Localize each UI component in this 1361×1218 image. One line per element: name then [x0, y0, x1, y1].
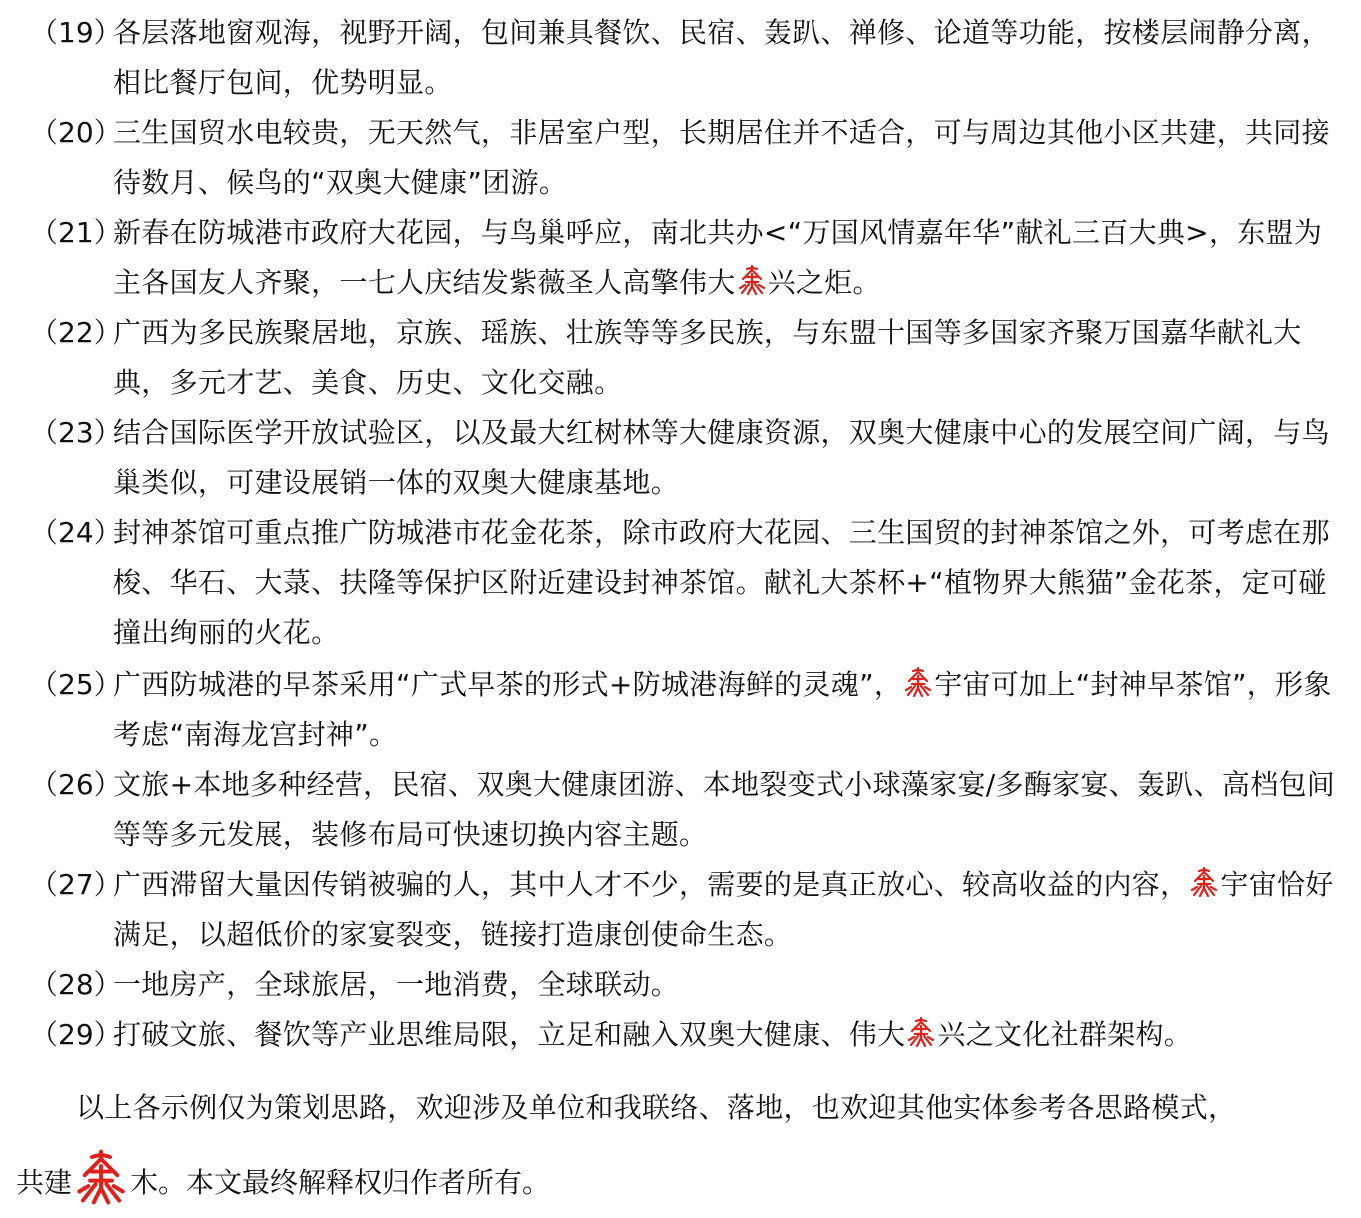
item-number: （20） [30, 116, 122, 149]
item-text [113, 660, 1348, 760]
list-item [0, 760, 1348, 860]
item-number: （24） [30, 516, 122, 549]
item-number: （29） [30, 1018, 122, 1051]
seal-icon [906, 1016, 936, 1048]
list-item [0, 1010, 1348, 1060]
item-number: （27） [30, 868, 122, 901]
item-number: （21） [30, 216, 122, 249]
list-item [0, 508, 1348, 658]
item-text: 文旅+本地多种经营，民宿、双奥大健康团游、本地裂变式小球藻家宴/多酶家宴、轰趴、高档包间等等多元发展，装修布局可快速切换内容主题。 [113, 768, 1336, 851]
item-number: （23） [30, 416, 122, 449]
item-text-part: 新春在防城港市政府大花园，与鸟巢呼应，南北共办<“万国风情嘉年华”献礼三百大典>，东盟为主各国友人齐聚，一七人庆结发紫薇圣人高擎伟大 [113, 216, 1323, 299]
item-text: 广西为多民族聚居地，京族、瑶族、壮族等等多民族，与东盟十国等多国家齐聚万国嘉华献礼大典，多元才艺、美食、历史、文化交融。 [113, 316, 1302, 399]
closing-text-part: 木。本文最终解释权归作者所有。 [130, 1166, 551, 1199]
item-number: （28） [30, 968, 122, 1001]
list-item [0, 860, 1348, 960]
closing-line-2 [16, 1148, 550, 1218]
item-text [113, 860, 1348, 960]
closing-paragraph [16, 1082, 1346, 1134]
list-item [0, 408, 1348, 508]
item-number: （22） [30, 316, 122, 349]
item-text [113, 1010, 1348, 1060]
list-item [0, 8, 1348, 108]
item-text-part: 打破文旅、餐饮等产业思维局限，立足和融入双奥大健康、伟大 [113, 1018, 906, 1051]
list-item [0, 108, 1348, 208]
item-text-part: 广西滞留大量因传销被骗的人，其中人才不少，需要的是真正放心、较高收益的内容， [113, 868, 1189, 901]
item-text-part: 宇宙可加上“封神早茶馆”，形象考虑“南海龙宫封神”。 [113, 668, 1332, 751]
list-item [0, 660, 1348, 760]
item-text-part: 兴之文化社群架构。 [937, 1018, 1193, 1051]
item-number: （25） [30, 668, 122, 701]
item-text-part: 广西防城港的早茶采用“广式早茶的形式+防城港海鲜的灵魂”， [113, 668, 903, 701]
seal-icon [737, 264, 767, 296]
item-text: 各层落地窗观海，视野开阔，包间兼具餐饮、民宿、轰趴、禅修、论道等功能，按楼层闹静分离，相比餐厅包间，优势明显。 [113, 16, 1330, 99]
closing-line-1: 以上各示例仅为策划思路，欢迎涉及单位和我联络、落地，也欢迎其他实体参考各思路模式， [76, 1091, 1237, 1124]
list-item [0, 960, 1348, 1010]
list-item [0, 208, 1348, 308]
seal-icon [903, 666, 933, 698]
item-text: 三生国贸水电较贵，无天然气，非居室户型，长期居住并不适合，可与周边其他小区共建，共同接待数月、候鸟的“双奥大健康”团游。 [113, 116, 1330, 199]
list-item [0, 308, 1348, 408]
seal-icon [1189, 866, 1219, 898]
item-text-part: 兴之炬。 [767, 266, 881, 299]
seal-icon [73, 1148, 129, 1206]
item-text [113, 208, 1348, 308]
closing-text-part: 共建 [16, 1166, 73, 1199]
item-text: 一地房产，全球旅居，一地消费，全球联动。 [113, 968, 680, 1001]
item-text: 封神茶馆可重点推广防城港市花金花茶，除市政府大花园、三生国贸的封神茶馆之外，可考虑在那梭、华石、大菉、扶隆等保护区附近建设封神茶馆。献礼大茶杯+“植物界大熊猫”金花茶，定可碰撞出绚丽的火花。 [113, 516, 1330, 649]
item-text: 结合国际医学开放试验区，以及最大红树林等大健康资源，双奥大健康中心的发展空间广阔，与鸟巢类似，可建设展销一体的双奥大健康基地。 [113, 416, 1330, 499]
item-text-part: 宇宙恰好满足，以超低价的家宴裂变，链接打造康创使命生态。 [113, 868, 1334, 951]
item-number: （26） [30, 768, 122, 801]
item-number: （19） [30, 16, 122, 49]
